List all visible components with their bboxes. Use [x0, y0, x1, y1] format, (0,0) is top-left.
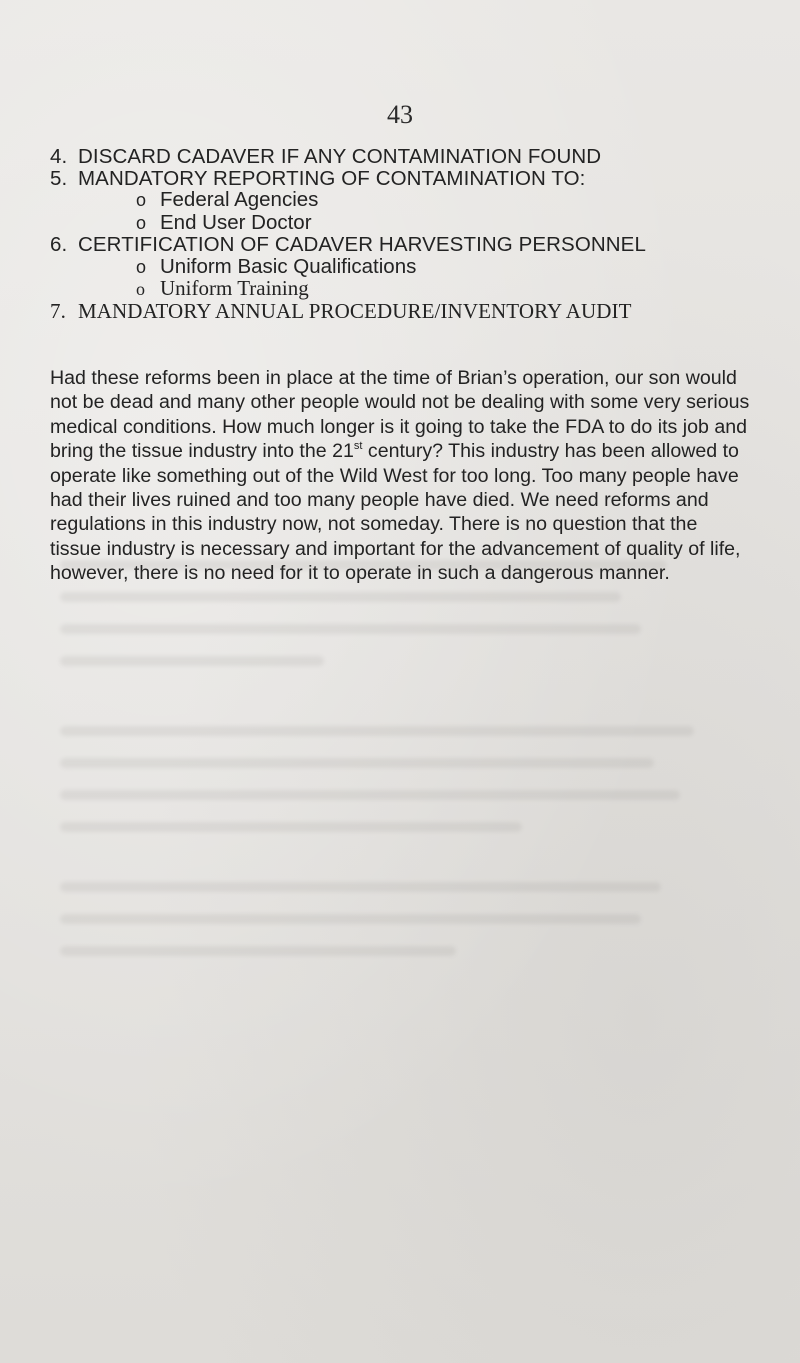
sub-item-uniform-basic-qualifications	[50, 256, 750, 279]
list-item-number: 7.	[50, 298, 66, 323]
list-item-text: MANDATORY ANNUAL PROCEDURE/INVENTORY AUDIT	[78, 298, 632, 323]
bullet-icon: o	[136, 256, 147, 277]
paragraph-line: had their lives ruined and too many people have died. We need reforms and	[50, 489, 709, 512]
list-item-7	[50, 298, 750, 323]
paragraph-line	[50, 439, 760, 463]
list-item-text: MANDATORY REPORTING OF CONTAMINATION TO:	[78, 166, 586, 190]
list-item-5	[50, 168, 750, 190]
body-paragraph	[50, 366, 760, 586]
bullet-icon: o	[136, 279, 145, 299]
bullet-icon: o	[136, 190, 147, 210]
sub-item-text: Federal Agencies	[160, 188, 319, 211]
paragraph-line: not be dead and many other people would not be dealing with some very serious	[50, 391, 750, 414]
sub-item-end-user-doctor	[50, 212, 750, 235]
reform-list	[50, 146, 750, 322]
paragraph-line: operate like something out of the Wild West for too long. Too many people have	[50, 464, 739, 487]
sub-item-uniform-training	[50, 278, 750, 301]
paragraph-line: however, there is no need for it to operate in such a dangerous manner.	[50, 562, 670, 585]
bullet-icon: o	[136, 212, 147, 233]
list-item-4	[50, 146, 750, 168]
paragraph-line: medical conditions. How much longer is it going to take the FDA to do its job and	[50, 415, 748, 438]
paragraph-line-part: bring the tissue industry into the 21	[50, 440, 354, 463]
list-item-6	[50, 234, 750, 256]
paragraph-line: regulations in this industry now, not someday. There is no question that the	[50, 513, 698, 536]
ordinal-superscript: st	[353, 440, 363, 453]
list-item-number: 4.	[50, 145, 68, 168]
sub-item-text: Uniform Training	[160, 276, 309, 300]
paragraph-line-part: century? This industry has been allowed to	[362, 440, 739, 463]
list-item-text: DISCARD CADAVER IF ANY CONTAMINATION FOUND	[78, 145, 602, 168]
list-item-text: CERTIFICATION OF CADAVER HARVESTING PERSONNEL	[78, 233, 646, 256]
list-item-number: 6.	[50, 233, 68, 256]
paragraph-line: tissue industry is necessary and important for the advancement of quality of life,	[50, 537, 741, 560]
page-number: 43	[387, 100, 413, 129]
list-item-number: 5.	[50, 166, 68, 190]
paragraph-line: Had these reforms been in place at the time of Brian’s operation, our son would	[50, 367, 737, 389]
sub-item-text: End User Doctor	[160, 210, 312, 234]
bleed-through-texture	[60, 560, 720, 1080]
sub-item-federal-agencies	[50, 189, 750, 212]
sub-item-text: Uniform Basic Qualifications	[160, 254, 417, 278]
